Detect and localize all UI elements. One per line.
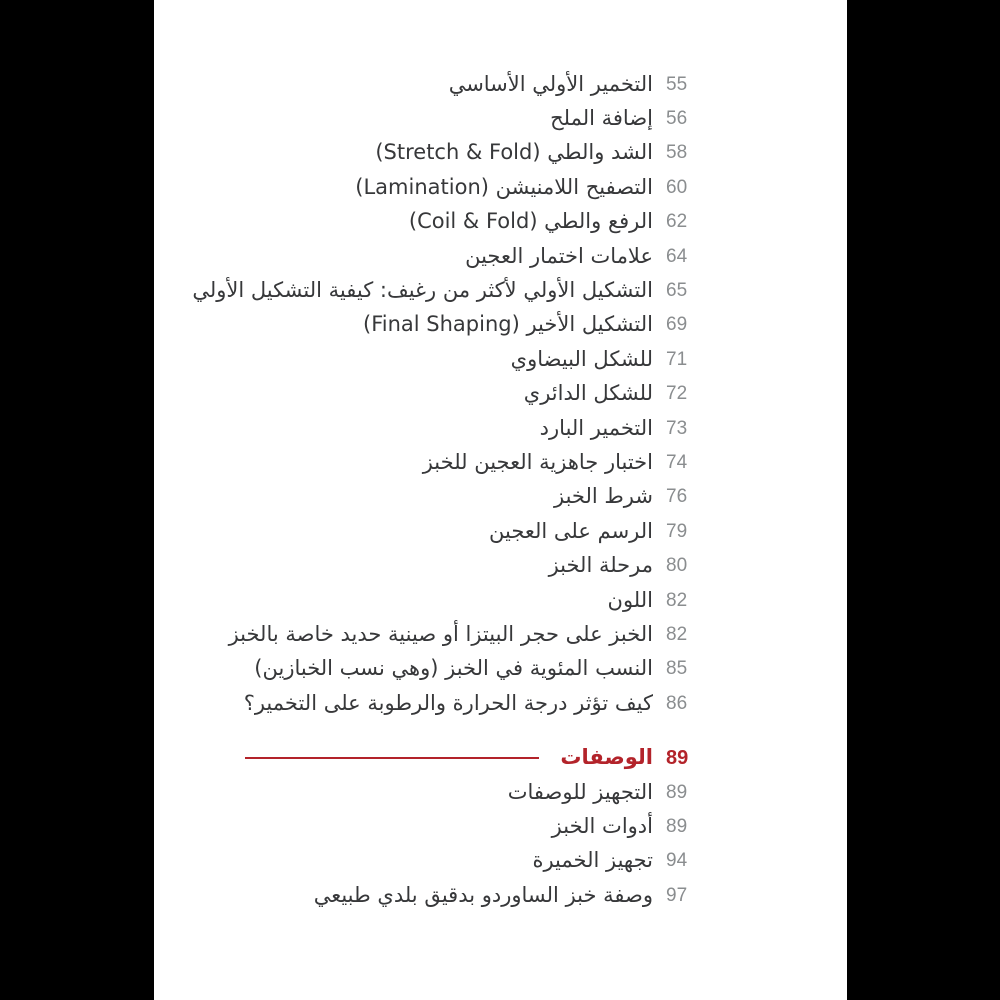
toc-page-number: 82 — [666, 623, 688, 645]
toc-page-number: 55 — [666, 73, 688, 95]
toc-entry-title: التصفيح اللامنيشن (Lamination) — [355, 174, 653, 199]
toc-entry-title: الشد والطي (Stretch & Fold) — [375, 140, 653, 165]
toc-entry-title: التشكيل الأخير (Final Shaping) — [363, 312, 653, 337]
toc-entry — [245, 170, 686, 204]
toc-page-number: 58 — [666, 142, 688, 164]
toc-section-title: الوصفات — [560, 745, 653, 770]
toc-page-number: 97 — [666, 884, 688, 906]
toc-entry — [245, 583, 686, 617]
toc-page-number: 62 — [666, 211, 688, 233]
toc-entry — [245, 480, 686, 514]
toc-page-number: 74 — [666, 451, 688, 473]
toc-entry-title: للشكل البيضاوي — [510, 346, 653, 371]
toc-page-number: 79 — [666, 520, 688, 542]
toc-page-number: 89 — [666, 781, 688, 803]
toc-section-page-number: 89 — [666, 746, 689, 769]
toc-entry — [245, 136, 686, 170]
section-rule-line — [245, 757, 539, 759]
toc-page-number: 60 — [666, 176, 688, 198]
toc-entry-title: النسب المئوية في الخبز (وهي نسب الخبازين) — [254, 656, 653, 681]
toc-entry — [245, 548, 686, 582]
toc-page-number: 65 — [666, 280, 688, 302]
toc-page-number: 64 — [666, 245, 688, 267]
toc-entry — [245, 652, 686, 686]
toc-entry-title: وصفة خبز الساوردو بدقيق بلدي طبيعي — [313, 882, 653, 907]
toc-entry-title: اختبار جاهزية العجين للخبز — [422, 449, 653, 474]
toc-entry — [245, 239, 686, 273]
toc-entry — [245, 411, 686, 445]
toc-entry-title: تجهيز الخميرة — [532, 848, 653, 873]
toc-entry — [245, 775, 686, 809]
toc-entry-title: شرط الخبز — [554, 484, 653, 509]
toc-entry-title: مرحلة الخبز — [548, 553, 653, 578]
toc-entry — [245, 377, 686, 411]
toc-entry-title: للشكل الدائري — [523, 381, 653, 406]
toc-page-number: 82 — [666, 589, 688, 611]
toc-entry — [245, 342, 686, 376]
toc-entry-title: كيف تؤثر درجة الحرارة والرطوبة على التخمير؟ — [243, 690, 653, 715]
toc-page-number: 73 — [666, 417, 688, 439]
toc-entry-title: الرسم على العجين — [489, 518, 653, 543]
toc-page-number: 72 — [666, 383, 688, 405]
toc-entry — [228, 617, 688, 651]
toc-entry — [245, 686, 686, 720]
toc-page-number: 69 — [666, 314, 688, 336]
toc-entry — [245, 205, 686, 239]
toc-entry — [245, 878, 686, 912]
toc-entry-title: علامات اختمار العجين — [465, 243, 653, 268]
toc-page-number: 86 — [666, 692, 688, 714]
toc-page-number: 76 — [666, 486, 688, 508]
toc-entry — [245, 101, 686, 135]
toc-entry-title: إضافة الملح — [550, 106, 653, 131]
toc-page-number: 89 — [666, 815, 688, 837]
toc-entry — [245, 514, 686, 548]
toc-page-number: 56 — [666, 108, 688, 130]
toc-entry — [245, 844, 686, 878]
toc-entry — [245, 809, 686, 843]
table-of-contents — [154, 0, 847, 912]
book-page — [154, 0, 847, 1000]
toc-entry — [245, 445, 686, 479]
toc-page-number: 94 — [666, 850, 688, 872]
toc-entry-title: التخمير البارد — [539, 415, 653, 440]
toc-entry-title: أدوات الخبز — [551, 813, 653, 838]
toc-page-number: 80 — [666, 555, 688, 577]
toc-entry-title: اللون — [607, 587, 653, 612]
toc-entry — [245, 67, 686, 101]
toc-page-number: 85 — [666, 658, 688, 680]
toc-entry-title: التجهيز للوصفات — [507, 779, 653, 804]
toc-entry — [192, 273, 688, 307]
toc-entry-title: الخبز على حجر البيتزا أو صينية حديد خاصة بالخبز — [228, 621, 653, 646]
toc-entry-title: التشكيل الأولي لأكثر من رغيف: كيفية التشكيل الأولي — [192, 278, 653, 303]
toc-entry — [245, 308, 686, 342]
toc-page-number: 71 — [666, 348, 688, 370]
toc-section-header — [245, 740, 689, 774]
toc-entry-title: الرفع والطي (Coil & Fold) — [408, 209, 653, 234]
toc-entry-title: التخمير الأولي الأساسي — [448, 71, 653, 96]
